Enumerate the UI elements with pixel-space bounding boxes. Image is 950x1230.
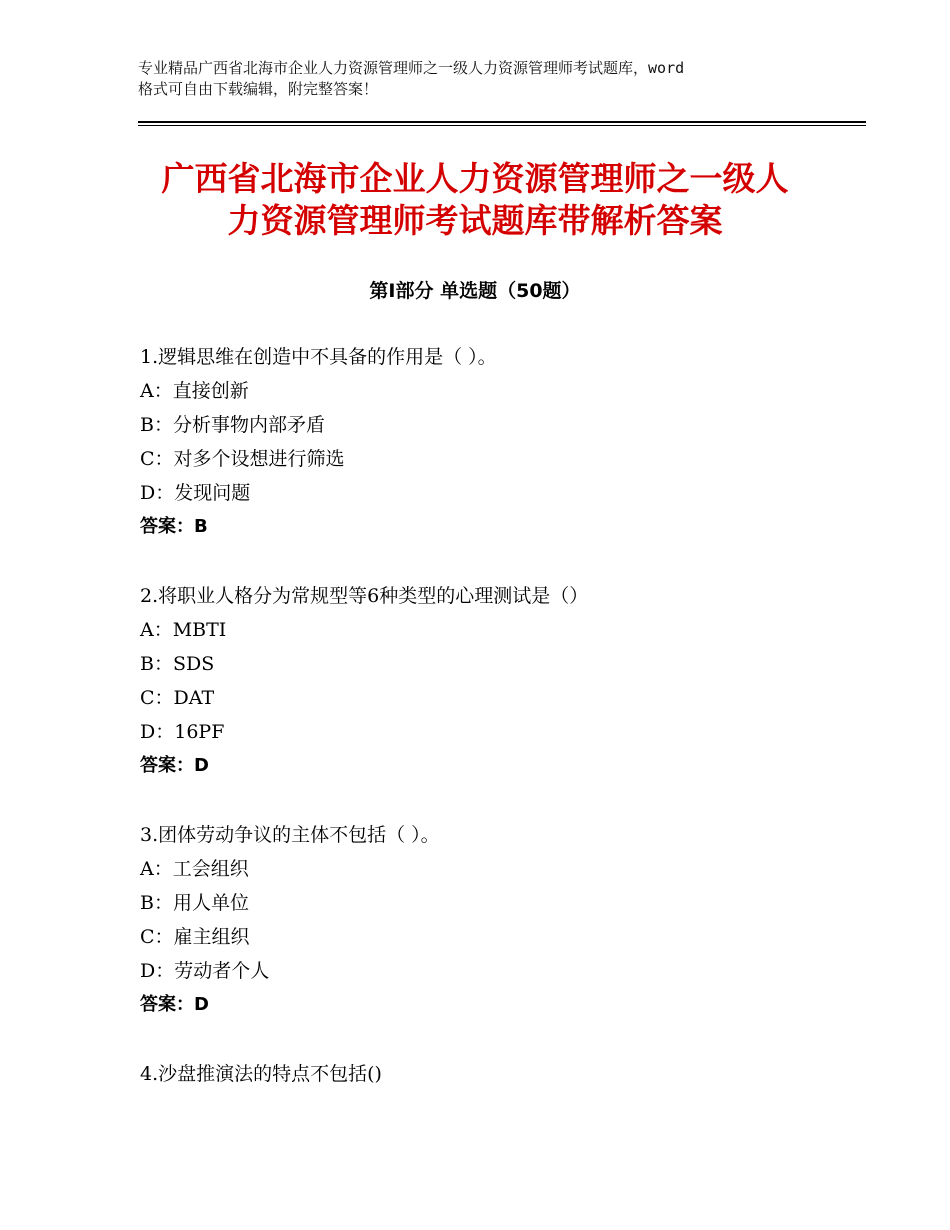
header-note-line: 专业精品广西省北海市企业人力资源管理师之一级人力资源管理师考试题库，word <box>138 59 685 77</box>
answer-key: 答案：B <box>140 516 208 537</box>
section-heading: 第Ⅰ部分 单选题（50题） <box>369 280 581 302</box>
question-stem: 3.团体劳动争议的主体不包括（ ）。 <box>140 824 440 846</box>
question-item <box>140 579 860 783</box>
option-c: C：对多个设想进行筛选 <box>140 448 345 470</box>
question-item <box>140 1057 860 1091</box>
answer-key: 答案：D <box>140 755 209 776</box>
title-line: 广西省北海市企业人力资源管理师之一级人 <box>161 159 789 198</box>
option-b: B：用人单位 <box>140 892 249 914</box>
question-stem: 2.将职业人格分为常规型等6种类型的心理测试是（） <box>140 585 589 607</box>
option-c: C：雇主组织 <box>140 926 250 948</box>
header-divider-thin <box>138 125 866 126</box>
question-item <box>140 818 860 1022</box>
option-c: C：DAT <box>140 687 215 709</box>
question-stem: 4.沙盘推演法的特点不包括() <box>140 1063 382 1085</box>
document-title <box>60 158 890 242</box>
option-d: D：16PF <box>140 721 225 743</box>
option-d: D：劳动者个人 <box>140 960 270 982</box>
option-b: B：分析事物内部矛盾 <box>140 414 325 436</box>
option-d: D：发现问题 <box>140 482 251 504</box>
title-line: 力资源管理师考试题库带解析答案 <box>227 201 723 240</box>
option-a: A：直接创新 <box>140 380 249 402</box>
question-item <box>140 340 860 544</box>
option-b: B：SDS <box>140 653 215 675</box>
option-a: A：MBTI <box>140 619 227 641</box>
question-stem: 1.逻辑思维在创造中不具备的作用是（ ）。 <box>140 346 497 368</box>
option-a: A：工会组织 <box>140 858 249 880</box>
answer-key: 答案：D <box>140 994 209 1015</box>
header-note-line: 格式可自由下载编辑，附完整答案！ <box>138 80 379 98</box>
header-note <box>138 58 838 100</box>
header-divider <box>138 121 866 123</box>
